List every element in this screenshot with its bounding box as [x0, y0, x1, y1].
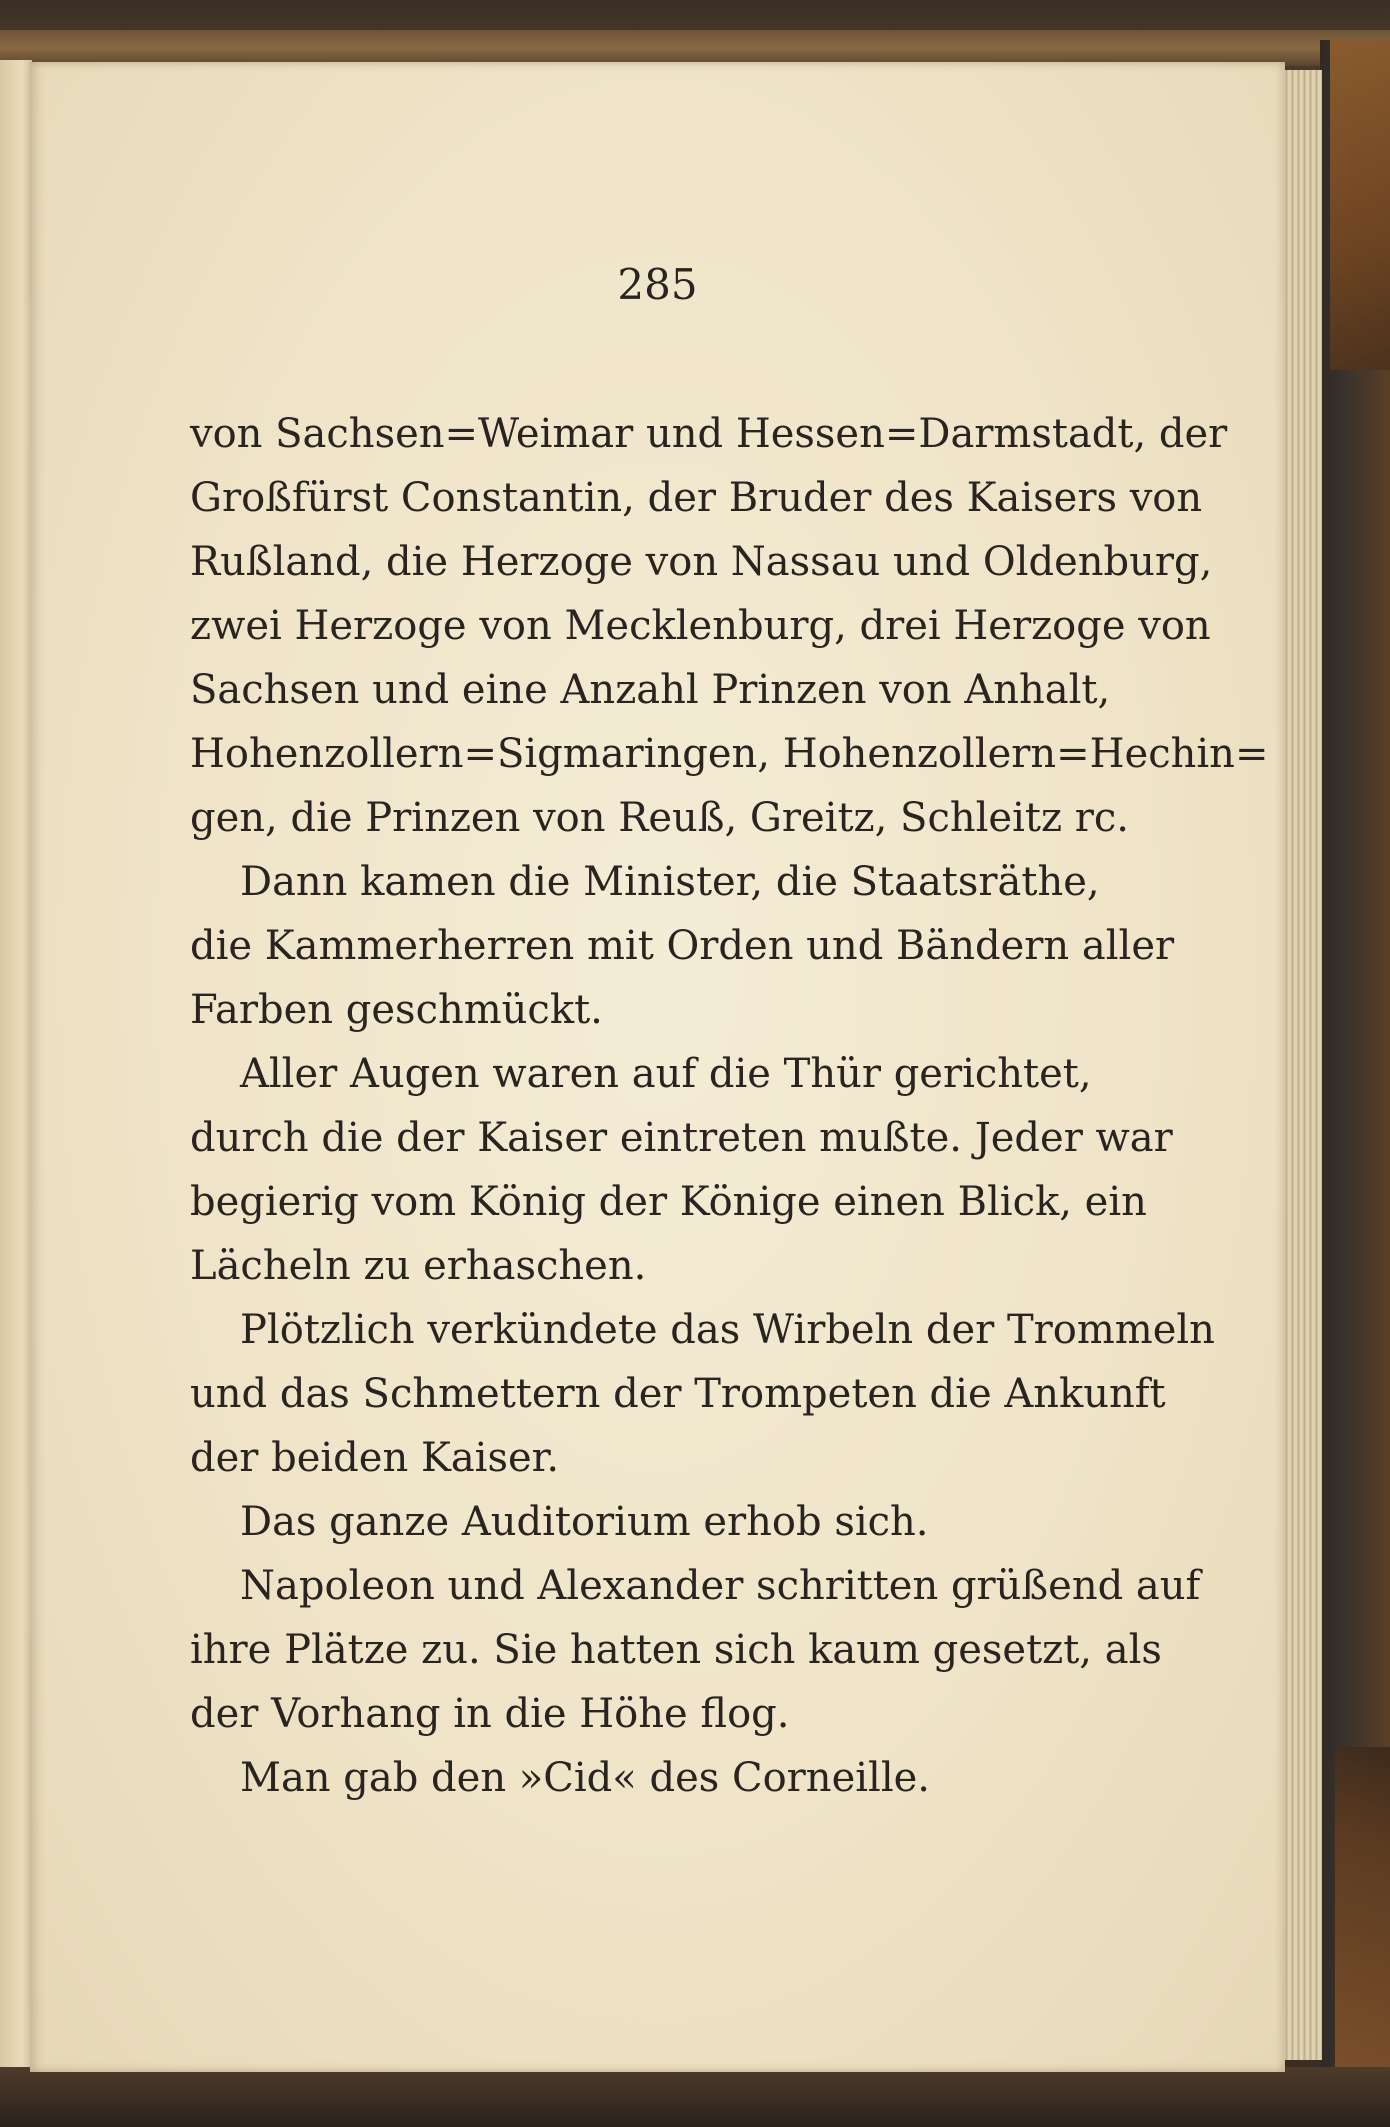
text-line: Rußland, die Herzoge von Nassau und Oldenburg,	[190, 539, 1213, 585]
text-line: Großfürst Constantin, der Bruder des Kaisers von	[190, 475, 1203, 521]
page-stack-edge	[1282, 70, 1322, 2060]
book-top-edge	[0, 30, 1390, 66]
text-line: Das ganze Auditorium erhob sich.	[240, 1499, 929, 1545]
text-line: die Kammerherren mit Orden und Bändern aller	[190, 923, 1175, 969]
text-line: begierig vom König der Könige einen Blick, ein	[190, 1179, 1147, 1225]
text-line: Farben geschmückt.	[190, 987, 603, 1033]
page-number: 285	[617, 260, 698, 309]
text-line: Napoleon und Alexander schritten grüßend auf	[240, 1563, 1201, 1609]
book-page	[30, 62, 1285, 2072]
body-text	[190, 402, 1269, 1810]
text-line: Lächeln zu erhaschen.	[190, 1243, 647, 1289]
text-line: der beiden Kaiser.	[190, 1435, 560, 1481]
leather-corner-bottom	[1335, 1747, 1390, 2067]
text-line: Dann kamen die Minister, die Staatsräthe,	[240, 859, 1100, 905]
leather-corner-top	[1330, 40, 1390, 370]
text-line: Sachsen und eine Anzahl Prinzen von Anhalt,	[190, 667, 1111, 713]
text-line: von Sachsen=Weimar und Hessen=Darmstadt, der	[190, 411, 1228, 457]
text-line: der Vorhang in die Höhe flog.	[190, 1691, 790, 1737]
text-line: Man gab den »Cid« des Corneille.	[240, 1755, 930, 1801]
text-line: ihre Plätze zu. Sie hatten sich kaum gesetzt, als	[190, 1627, 1162, 1673]
text-line: und das Schmettern der Trompeten die Ankunft	[190, 1371, 1166, 1417]
text-line: gen, die Prinzen von Reuß, Greitz, Schleitz rc.	[190, 795, 1129, 841]
text-line: zwei Herzoge von Mecklenburg, drei Herzoge von	[190, 603, 1211, 649]
left-page-edge	[0, 60, 32, 2070]
text-line: Hohenzollern=Sigmaringen, Hohenzollern=Hechin=	[190, 731, 1269, 777]
text-line: Aller Augen waren auf die Thür gerichtet,	[240, 1051, 1092, 1097]
text-line: Plötzlich verkündete das Wirbeln der Trommeln	[240, 1307, 1215, 1353]
book-bottom-edge	[0, 2067, 1390, 2127]
text-line: durch die der Kaiser eintreten mußte. Jeder war	[190, 1115, 1173, 1161]
